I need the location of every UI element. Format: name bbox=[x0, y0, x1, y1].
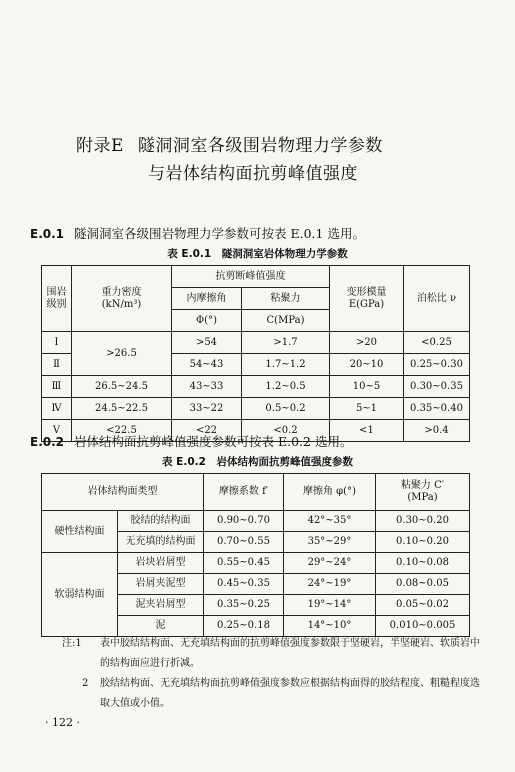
table-row: 硬性结构面 胶结的结构面 0.90~0.70 42°~35° 0.30~0.20 bbox=[42, 511, 470, 532]
header-friction: 内摩擦角 bbox=[172, 288, 242, 310]
table1-caption: 表 E.0.1 隧洞洞室岩体物理力学参数 bbox=[167, 248, 348, 260]
notes bbox=[62, 634, 482, 714]
table-row: 泥 0.25~0.18 14°~10° 0.010~0.005 bbox=[42, 616, 470, 637]
table-row: 岩屑夹泥型 0.45~0.35 24°~19° 0.08~0.05 bbox=[42, 574, 470, 595]
header-modulus: 变形模量 E(GPa) bbox=[330, 266, 404, 332]
table-e02 bbox=[41, 473, 470, 637]
title-line-1: 隧洞洞室各级围岩物理力学参数 bbox=[137, 136, 383, 156]
header-friction-unit: Φ(°) bbox=[172, 310, 242, 332]
header-type: 岩体结构面类型 bbox=[42, 474, 204, 511]
header-poisson: 泊松比 ν bbox=[404, 266, 470, 332]
clause-number: E.0.2 bbox=[30, 435, 65, 449]
table2-caption: 表 E.0.2 岩体结构面抗剪峰值强度参数 bbox=[162, 456, 353, 468]
table-row: 无充填的结构面 0.70~0.55 35°~29° 0.10~0.20 bbox=[42, 532, 470, 553]
header-cohesion-unit: C(MPa) bbox=[242, 310, 330, 332]
header-coh: 粘聚力 C′ (MPa) bbox=[376, 474, 470, 511]
note-2: 2 胶结结构面、无充填结构面抗剪峰值强度参数应根据结构面得的胶结程度、粗糙程度选取大值或小值。 bbox=[82, 678, 480, 709]
header-shear-strength: 抗剪断峰值强度 bbox=[172, 266, 330, 288]
clause-e02 bbox=[30, 432, 352, 450]
table-row: Ⅰ >26.5 >54 >1.7 >20 <0.25 bbox=[42, 332, 470, 354]
appendix-title bbox=[0, 132, 515, 188]
clause-text: 岩体结构面抗剪峰值强度参数可按表 E.0.2 选用。 bbox=[74, 434, 353, 449]
appendix-tag: 附录E bbox=[76, 136, 124, 156]
table-row: Ⅴ <22.5 <22 <0.2 <1 >0.4 bbox=[42, 420, 470, 442]
table-e01 bbox=[41, 265, 470, 442]
group-hard: 硬性结构面 bbox=[42, 511, 118, 553]
table-row: 泥夹岩屑型 0.35~0.25 19°~14° 0.05~0.02 bbox=[42, 595, 470, 616]
header-density: 重力密度 (kN/m³) bbox=[72, 266, 172, 332]
table-row: Ⅱ 54~43 1.7~1.2 20~10 0.25~0.30 bbox=[42, 354, 470, 376]
header-coef: 摩擦系数 f′ bbox=[204, 474, 284, 511]
clause-text: 隧洞洞室各级围岩物理力学参数可按表 E.0.1 选用。 bbox=[74, 226, 365, 241]
title-line-2: 与岩体结构面抗剪峰值强度 bbox=[148, 164, 358, 184]
table-row: Ⅲ 26.5~24.5 43~33 1.2~0.5 10~5 0.30~0.35 bbox=[42, 376, 470, 398]
header-cohesion: 粘聚力 bbox=[242, 288, 330, 310]
group-weak: 软弱结构面 bbox=[42, 553, 118, 637]
page-number: · 122 · bbox=[45, 716, 80, 729]
note-1: 注:1 表中胶结结构面、无充填结构面的抗剪峰值强度参数限于坚硬岩，半坚硬岩、软质岩中的结构面应进行折减。 bbox=[62, 638, 480, 669]
clause-number: E.0.1 bbox=[30, 227, 65, 241]
table-row: 软弱结构面 岩块岩屑型 0.55~0.45 29°~24° 0.10~0.08 bbox=[42, 553, 470, 574]
header-angle: 摩擦角 φ(°) bbox=[284, 474, 376, 511]
table-row: Ⅳ 24.5~22.5 33~22 0.5~0.2 5~1 0.35~0.40 bbox=[42, 398, 470, 420]
clause-e01 bbox=[30, 224, 365, 242]
header-grade: 围岩级别 bbox=[42, 266, 72, 332]
